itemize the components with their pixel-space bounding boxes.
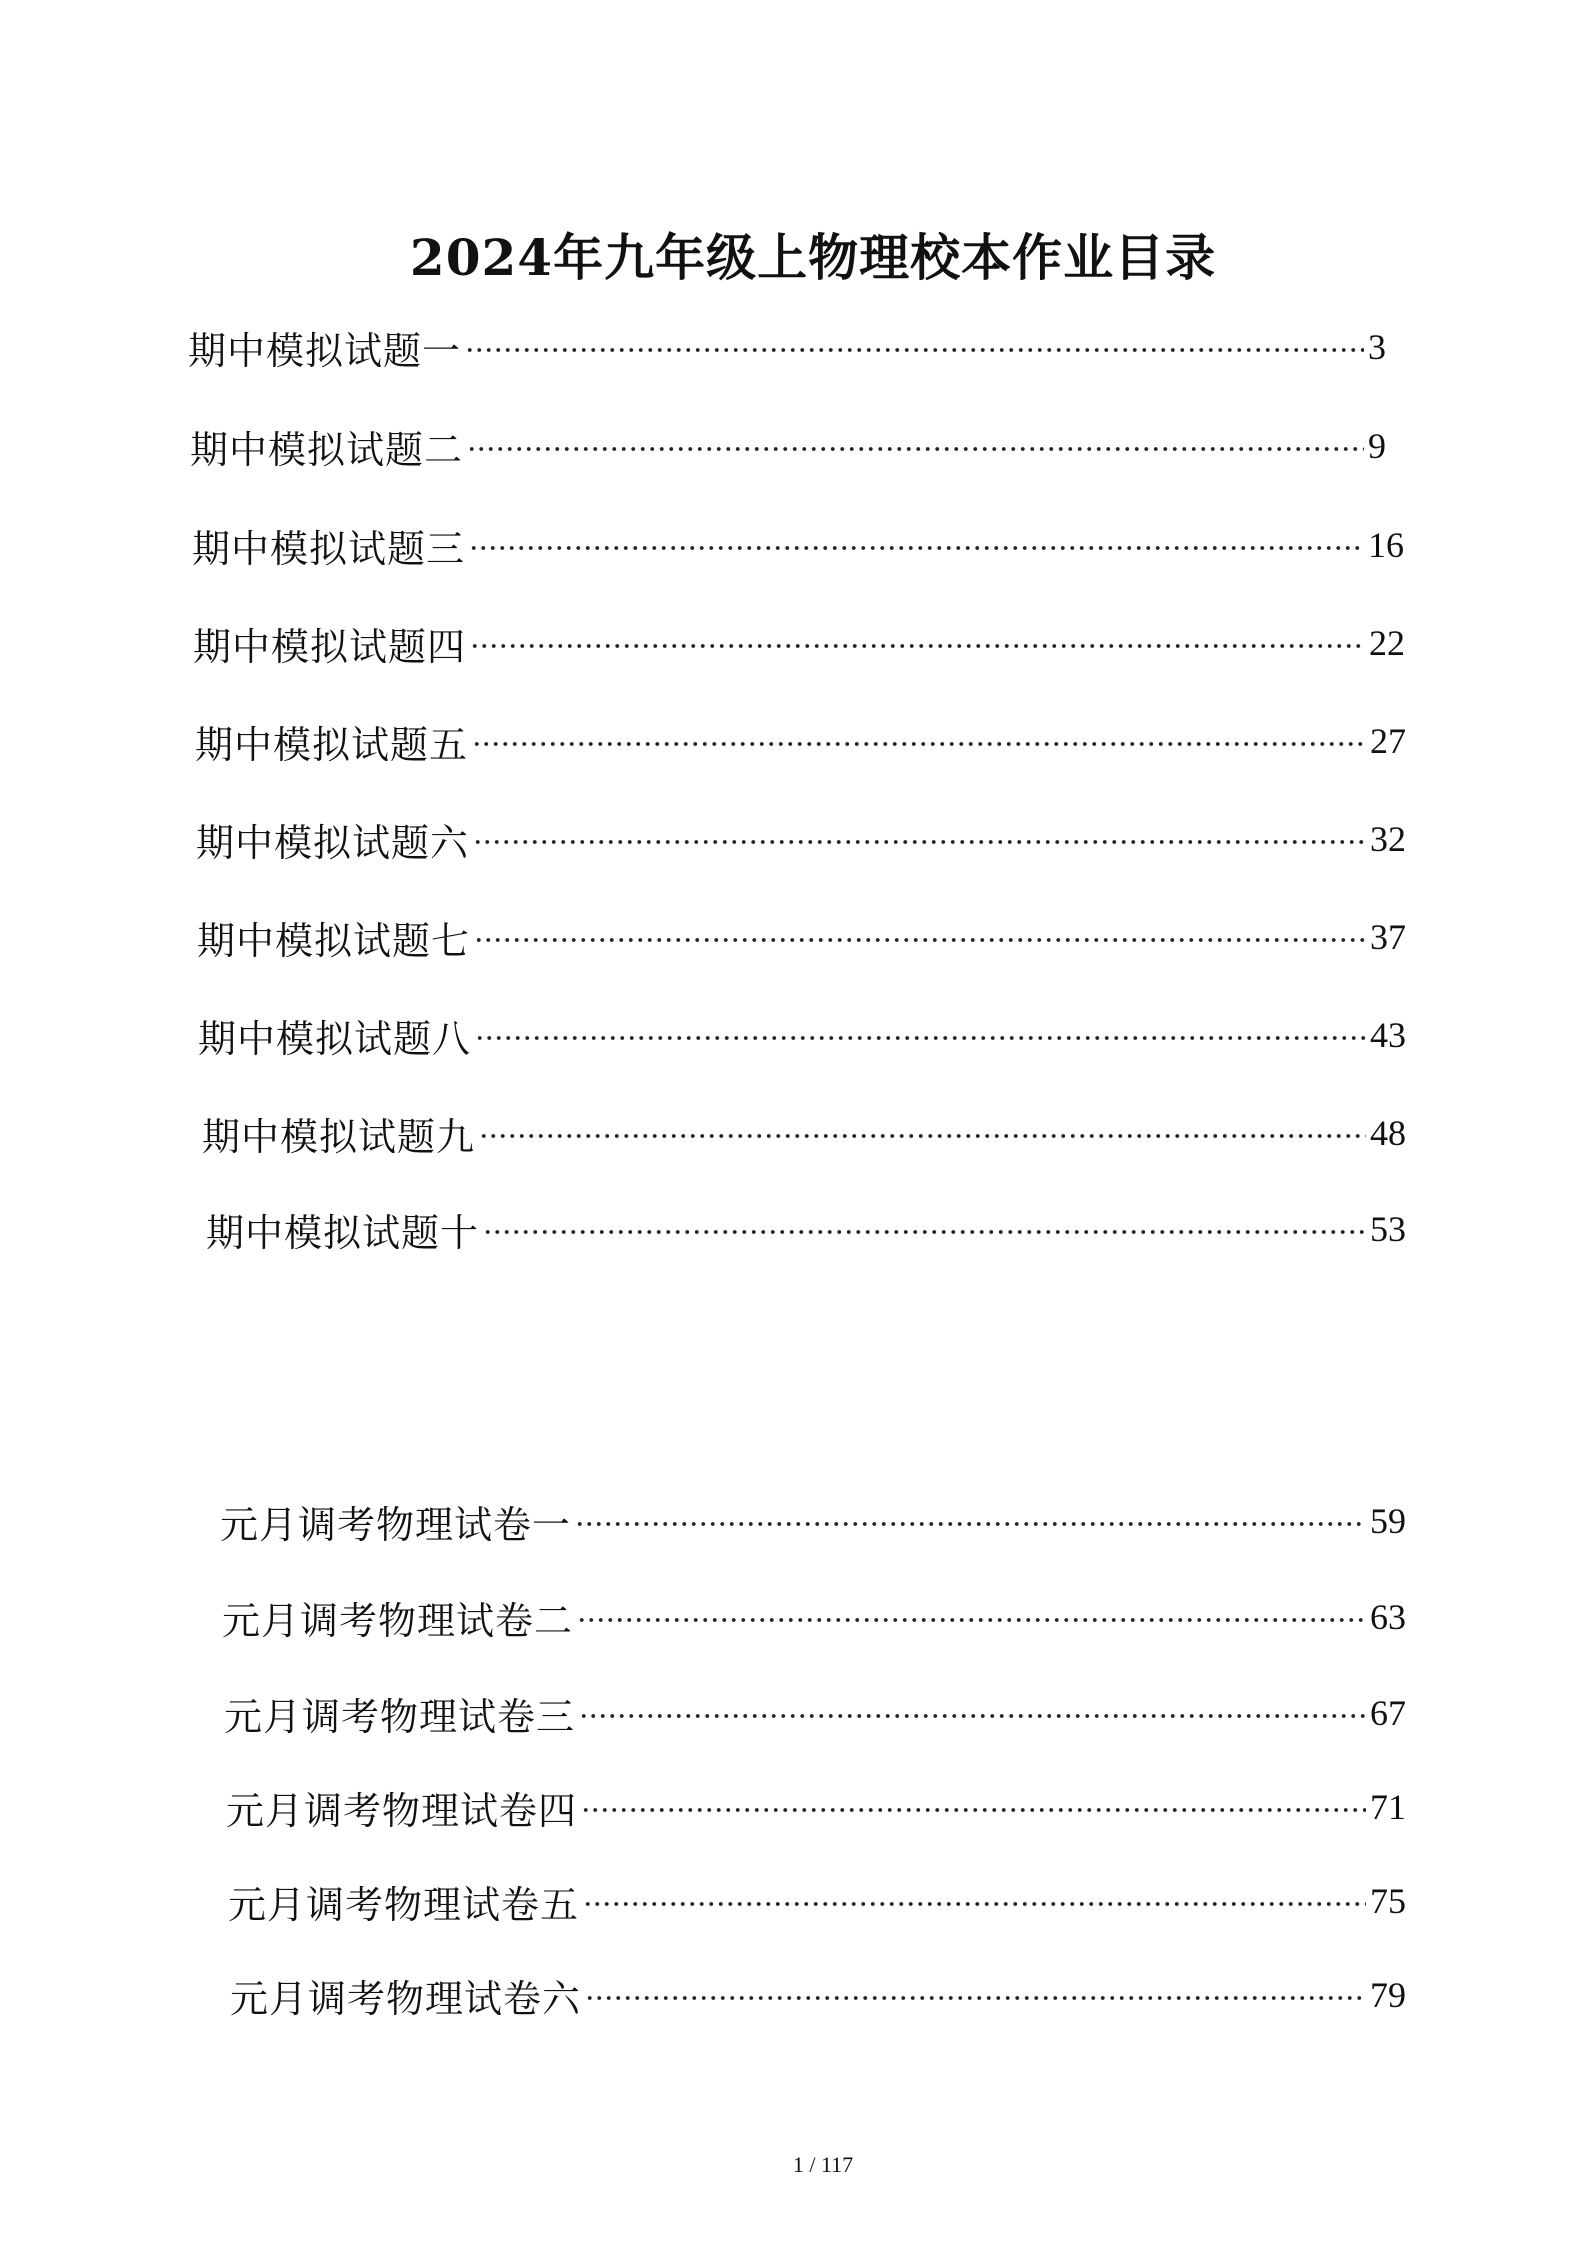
toc-entry-page: 32 xyxy=(1370,819,1406,859)
toc-entry-page: 75 xyxy=(1370,1881,1406,1921)
dot-leader xyxy=(583,1900,1366,1908)
toc-entry[interactable] xyxy=(222,1592,1406,1642)
toc-entry[interactable] xyxy=(196,814,1406,864)
toc-entry[interactable] xyxy=(226,1782,1406,1832)
toc-entry-page: 3 xyxy=(1368,327,1386,367)
dot-leader xyxy=(469,544,1364,552)
toc-entry[interactable] xyxy=(188,322,1388,372)
toc-entry[interactable] xyxy=(197,912,1406,962)
toc-entry[interactable] xyxy=(198,1010,1406,1060)
toc-entry[interactable] xyxy=(202,1108,1406,1158)
toc-entry-label: 元月调考物理试卷二 xyxy=(222,1598,574,1643)
toc-entry[interactable] xyxy=(190,421,1388,471)
dot-leader xyxy=(475,1034,1366,1042)
toc-entry[interactable] xyxy=(224,1688,1406,1738)
dot-leader xyxy=(479,1132,1366,1140)
toc-entry-label: 期中模拟试题十 xyxy=(206,1210,480,1255)
toc-entry-label: 期中模拟试题三 xyxy=(192,526,466,571)
dot-leader xyxy=(579,1712,1366,1720)
toc-entry-label: 期中模拟试题四 xyxy=(193,624,467,669)
toc-entry-label: 元月调考物理试卷三 xyxy=(224,1694,576,1739)
toc-entry-page: 16 xyxy=(1368,525,1404,565)
toc-entry-page: 22 xyxy=(1369,623,1405,663)
toc-entry-page: 48 xyxy=(1370,1113,1406,1153)
dot-leader xyxy=(575,1520,1366,1528)
toc-entry-label: 期中模拟试题一 xyxy=(188,328,462,373)
toc-entry-label: 元月调考物理试卷六 xyxy=(230,1976,582,2021)
toc-entry-page: 67 xyxy=(1370,1693,1406,1733)
toc-entry-label: 元月调考物理试卷一 xyxy=(220,1502,572,1547)
dot-leader xyxy=(472,740,1366,748)
toc-entry-page: 37 xyxy=(1370,917,1406,957)
toc-entry-page: 79 xyxy=(1370,1975,1406,2015)
dot-leader xyxy=(483,1228,1366,1236)
toc-entry-label: 期中模拟试题九 xyxy=(202,1114,476,1159)
dot-leader xyxy=(577,1616,1366,1624)
page-indicator: 1 / 117 xyxy=(792,2152,854,2177)
dot-leader xyxy=(581,1806,1366,1814)
toc-entry[interactable] xyxy=(228,1876,1406,1926)
toc-entry[interactable] xyxy=(230,1970,1406,2020)
toc-entry-page: 53 xyxy=(1370,1209,1406,1249)
dot-leader xyxy=(467,445,1364,453)
toc-entry-label: 元月调考物理试卷五 xyxy=(228,1882,580,1927)
toc-entry-page: 63 xyxy=(1370,1597,1406,1637)
toc-entry-page: 27 xyxy=(1370,721,1406,761)
toc-entry[interactable] xyxy=(220,1496,1406,1546)
toc-entry-label: 期中模拟试题二 xyxy=(190,427,464,472)
dot-leader xyxy=(470,642,1365,650)
toc-entry-label: 元月调考物理试卷四 xyxy=(226,1788,578,1833)
toc-entry-label: 期中模拟试题七 xyxy=(197,918,471,963)
toc-entry-label: 期中模拟试题八 xyxy=(198,1016,472,1061)
dot-leader xyxy=(474,936,1366,944)
page-title: 2024年九年级上物理校本作业目录 xyxy=(409,228,1217,287)
toc-entry-page: 71 xyxy=(1370,1787,1406,1827)
toc-entry-page: 43 xyxy=(1370,1015,1406,1055)
toc-entry[interactable] xyxy=(195,716,1406,766)
toc-entry-label: 期中模拟试题五 xyxy=(195,722,469,767)
toc-entry[interactable] xyxy=(193,618,1405,668)
toc-entry-page: 9 xyxy=(1368,426,1386,466)
dot-leader xyxy=(473,838,1366,846)
toc-entry-label: 期中模拟试题六 xyxy=(196,820,470,865)
toc-entry[interactable] xyxy=(192,520,1404,570)
toc-entry-page: 59 xyxy=(1370,1501,1406,1541)
toc-entry[interactable] xyxy=(206,1204,1406,1254)
dot-leader xyxy=(465,346,1364,354)
dot-leader xyxy=(585,1994,1366,2002)
